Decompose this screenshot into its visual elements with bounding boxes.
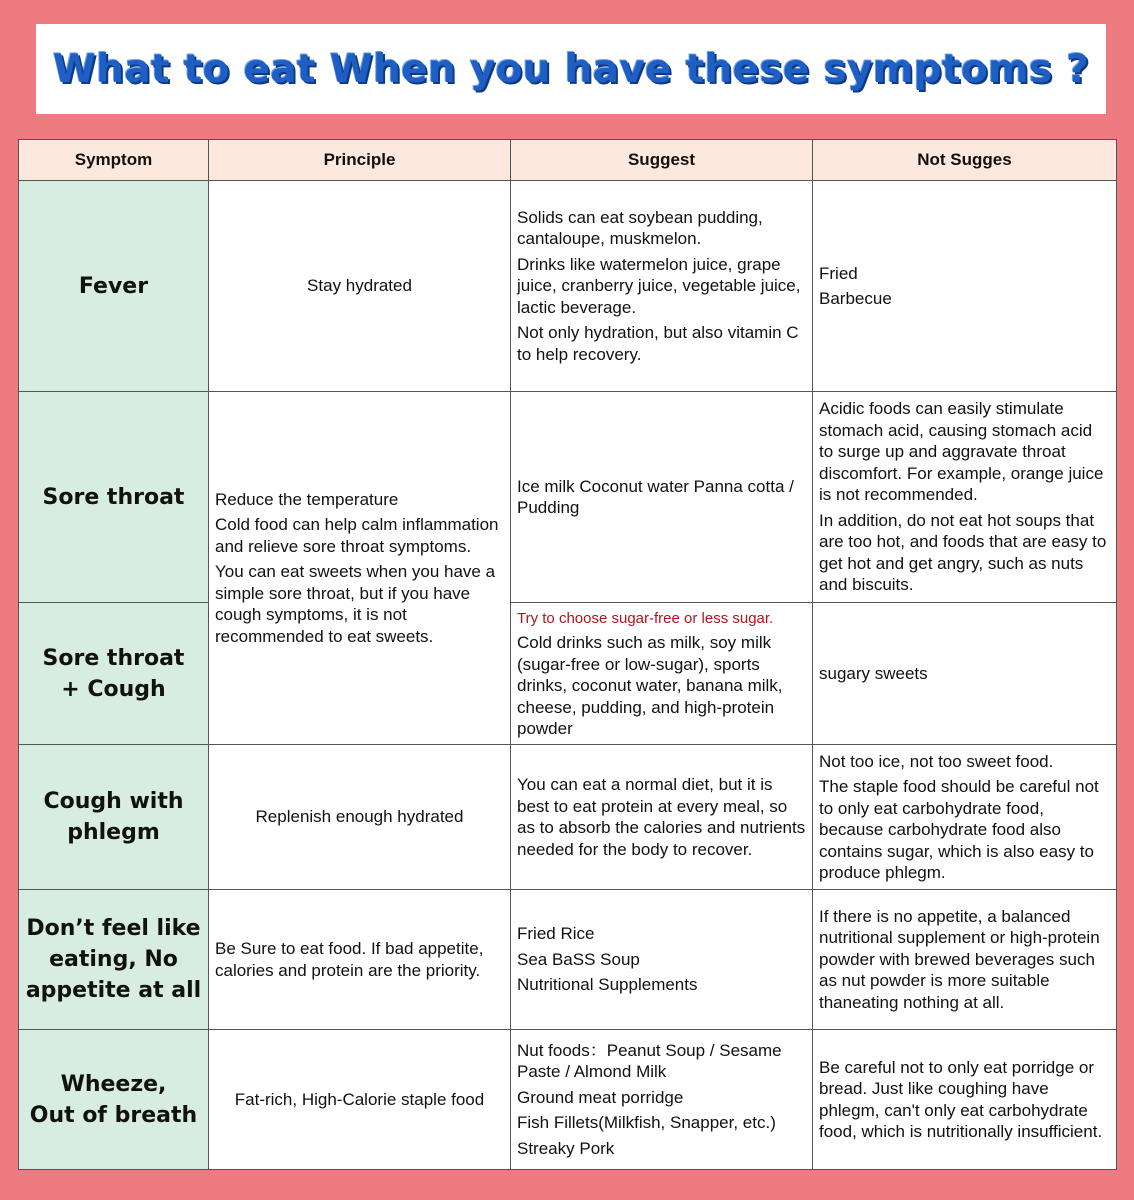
header-symptom: Symptom	[19, 140, 209, 181]
principle-fever: Stay hydrated	[209, 181, 511, 392]
suggest-fever-line: Solids can eat soybean pudding, cantaloupe, muskmelon.	[517, 207, 763, 249]
principle-wheeze: Fat-rich, High-Calorie staple food	[209, 1030, 511, 1170]
header-not-suggest: Not Sugges	[813, 140, 1117, 181]
symptom-food-table	[18, 139, 1117, 1170]
symptom-cough-phlegm: Cough with phlegm	[19, 745, 209, 890]
symptom-fever: Fever	[19, 181, 209, 392]
not-suggest-fever-line: Barbecue	[819, 289, 892, 308]
symptom-wheeze	[19, 1030, 209, 1170]
not-suggest-cough-phlegm	[813, 745, 1117, 890]
table-row-wheeze	[19, 1030, 1117, 1170]
header-row	[19, 140, 1117, 181]
principle-sore-throat-line: Cold food can help calm inflammation and relieve sore throat symptoms.	[215, 515, 499, 556]
not-suggest-cough-phlegm-line: The staple food should be careful not to only eat carbohydrate food, because carbohydrate food also contains sugar, which is also easy to produce phlegm.	[819, 777, 1099, 882]
not-suggest-no-appetite: If there is no appetite, a balanced nutritional supplement or high-protein powder with brewed beverages such as nut powder is more suitable thaneating nothing at all.	[813, 890, 1117, 1030]
principle-cough-phlegm: Replenish enough hydrated	[209, 745, 511, 890]
principle-sore-throat-line: Reduce the temperature	[215, 489, 399, 509]
not-suggest-sore-throat-line: Acidic foods can easily stimulate stomach acid, causing stomach acid to surge up and aggravate throat discomfort. For example, orange juice is not recommended.	[819, 399, 1104, 505]
symptom-sore-throat: Sore throat	[19, 392, 209, 603]
page-title: What to eat When you have these symptoms ?	[52, 46, 1090, 92]
table-row-cough-phlegm	[19, 745, 1117, 890]
not-suggest-fever	[813, 181, 1117, 392]
suggest-cough-phlegm: You can eat a normal diet, but it is best to eat protein at every meal, so as to absorb the calories and nutrients needed for the body to recover.	[511, 745, 813, 890]
header-suggest: Suggest	[511, 140, 813, 181]
suggest-fever-line: Drinks like watermelon juice, grape juice, cranberry juice, vegetable juice, lactic beverage.	[517, 254, 801, 317]
symptom-sore-throat-cough-line: Sore throat	[42, 645, 185, 671]
table-row-no-appetite	[19, 890, 1117, 1030]
not-suggest-cough-phlegm-line: Not too ice, not too sweet food.	[819, 751, 1054, 771]
suggest-wheeze-line: Streaky Pork	[517, 1138, 615, 1158]
not-suggest-sore-throat	[813, 392, 1117, 603]
symptom-no-appetite: Don’t feel like eating, No appetite at all	[19, 890, 209, 1030]
suggest-no-appetite-line: Nutritional Supplements	[517, 975, 698, 995]
not-suggest-sore-throat-line: In addition, do not eat hot soups that are too hot, and foods that are easy to get hot and get angry, such as nuts and biscuits.	[819, 510, 1107, 595]
suggest-fever-line: Not only hydration, but also vitamin C to help recovery.	[517, 323, 799, 364]
principle-sore-throat	[209, 392, 511, 745]
header-principle: Principle	[209, 140, 511, 181]
not-suggest-sore-throat-cough: sugary sweets	[813, 603, 1117, 745]
suggest-wheeze-line: Fish Fillets(Milkfish, Snapper, etc.)	[517, 1113, 776, 1133]
suggest-sore-throat: Ice milk Coconut water Panna cotta / Pudding	[511, 392, 813, 603]
principle-sore-throat-line: You can eat sweets when you have a simple sore throat, but if you have cough symptoms, it is not recommended to eat sweets.	[215, 562, 496, 646]
suggest-sore-throat-cough	[511, 603, 813, 745]
symptom-sore-throat-cough	[19, 603, 209, 745]
suggest-no-appetite	[511, 890, 813, 1030]
suggest-no-appetite-line: Fried Rice	[517, 924, 595, 944]
suggest-wheeze	[511, 1030, 813, 1170]
symptom-wheeze-line: Wheeze,	[60, 1071, 167, 1097]
suggest-no-appetite-line: Sea BaSS Soup	[517, 949, 640, 969]
table-row-sore-throat-cough	[19, 603, 1117, 745]
not-suggest-fever-line: Fried	[819, 263, 858, 283]
table-row-sore-throat	[19, 392, 1117, 603]
title-banner	[36, 24, 1106, 114]
sugar-note: Try to choose sugar-free or less sugar.	[517, 609, 774, 627]
principle-no-appetite: Be Sure to eat food. If bad appetite, calories and protein are the priority.	[209, 890, 511, 1030]
suggest-fever	[511, 181, 813, 392]
table-row-fever	[19, 181, 1117, 392]
suggest-wheeze-line: Nut foods：Peanut Soup / Sesame Paste / Almond Milk	[517, 1040, 782, 1082]
suggest-sore-throat-cough-text: Cold drinks such as milk, soy milk (sugar-free or low-sugar), sports drinks, coconut water, banana milk, cheese, pudding, and high-protein powder	[517, 633, 783, 738]
suggest-wheeze-line: Ground meat porridge	[517, 1087, 684, 1107]
symptom-wheeze-line: Out of breath	[29, 1102, 198, 1128]
symptom-sore-throat-cough-line: + Cough	[61, 676, 166, 702]
not-suggest-wheeze: Be careful not to only eat porridge or bread. Just like coughing have phlegm, can't only eat carbohydrate food, which is nutritionally insufficient.	[813, 1030, 1117, 1170]
